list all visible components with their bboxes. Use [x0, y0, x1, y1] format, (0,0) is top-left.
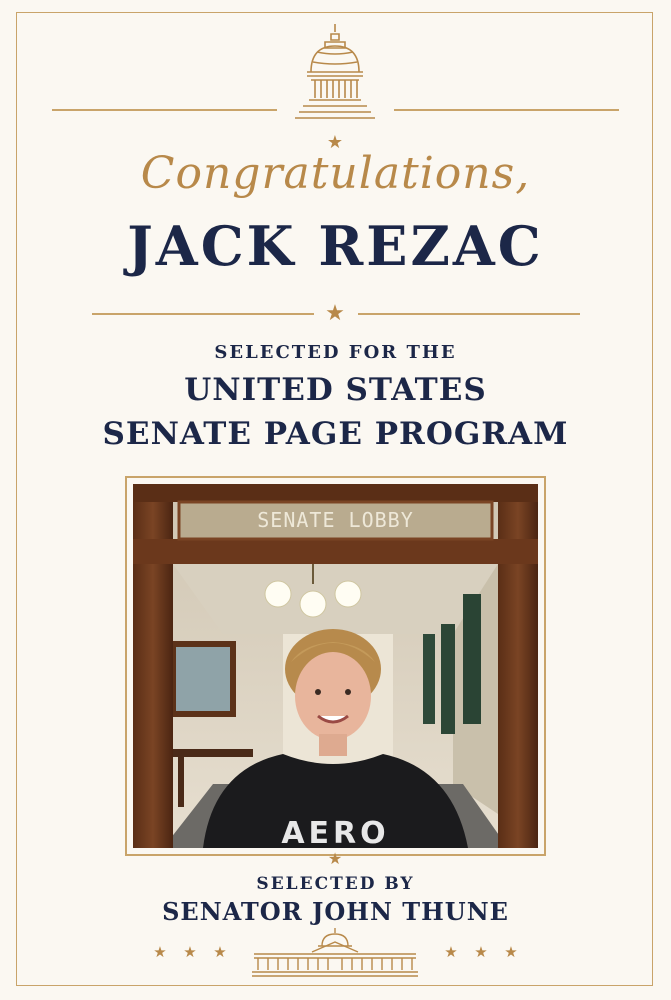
top-rule-left [52, 109, 277, 111]
program-line2: SENATE PAGE PROGRAM [102, 416, 569, 452]
top-rule-right [394, 109, 619, 111]
lobby-photo [133, 484, 538, 848]
star-icon: ★ [153, 943, 167, 961]
star-icon: ★ [327, 849, 343, 868]
sign-text: SENATE LOBBY [257, 508, 414, 532]
star-icon: ★ [213, 943, 227, 961]
greeting-text: Congratulations, [140, 148, 531, 199]
capitol-building-icon [252, 926, 418, 978]
senator-name: SENATOR JOHN THUNE [162, 897, 509, 926]
honoree-name: JACK REZAC [127, 214, 544, 278]
selected-by-text: SELECTED BY [256, 874, 415, 894]
star-icon: ★ [444, 943, 458, 961]
star-icon: ★ [183, 943, 197, 961]
selected-for-text: SELECTED FOR THE [214, 342, 457, 363]
mid-rule-left [92, 313, 314, 315]
star-icon: ★ [474, 943, 488, 961]
star-icon: ★ [326, 132, 344, 153]
capitol-dome-icon [295, 22, 375, 126]
star-icon: ★ [325, 301, 345, 326]
program-line1: UNITED STATES [184, 372, 487, 408]
star-icon: ★ [504, 943, 518, 961]
shirt-text: AERO [281, 816, 390, 848]
mid-rule-right [358, 313, 580, 315]
photo-frame [125, 476, 546, 856]
